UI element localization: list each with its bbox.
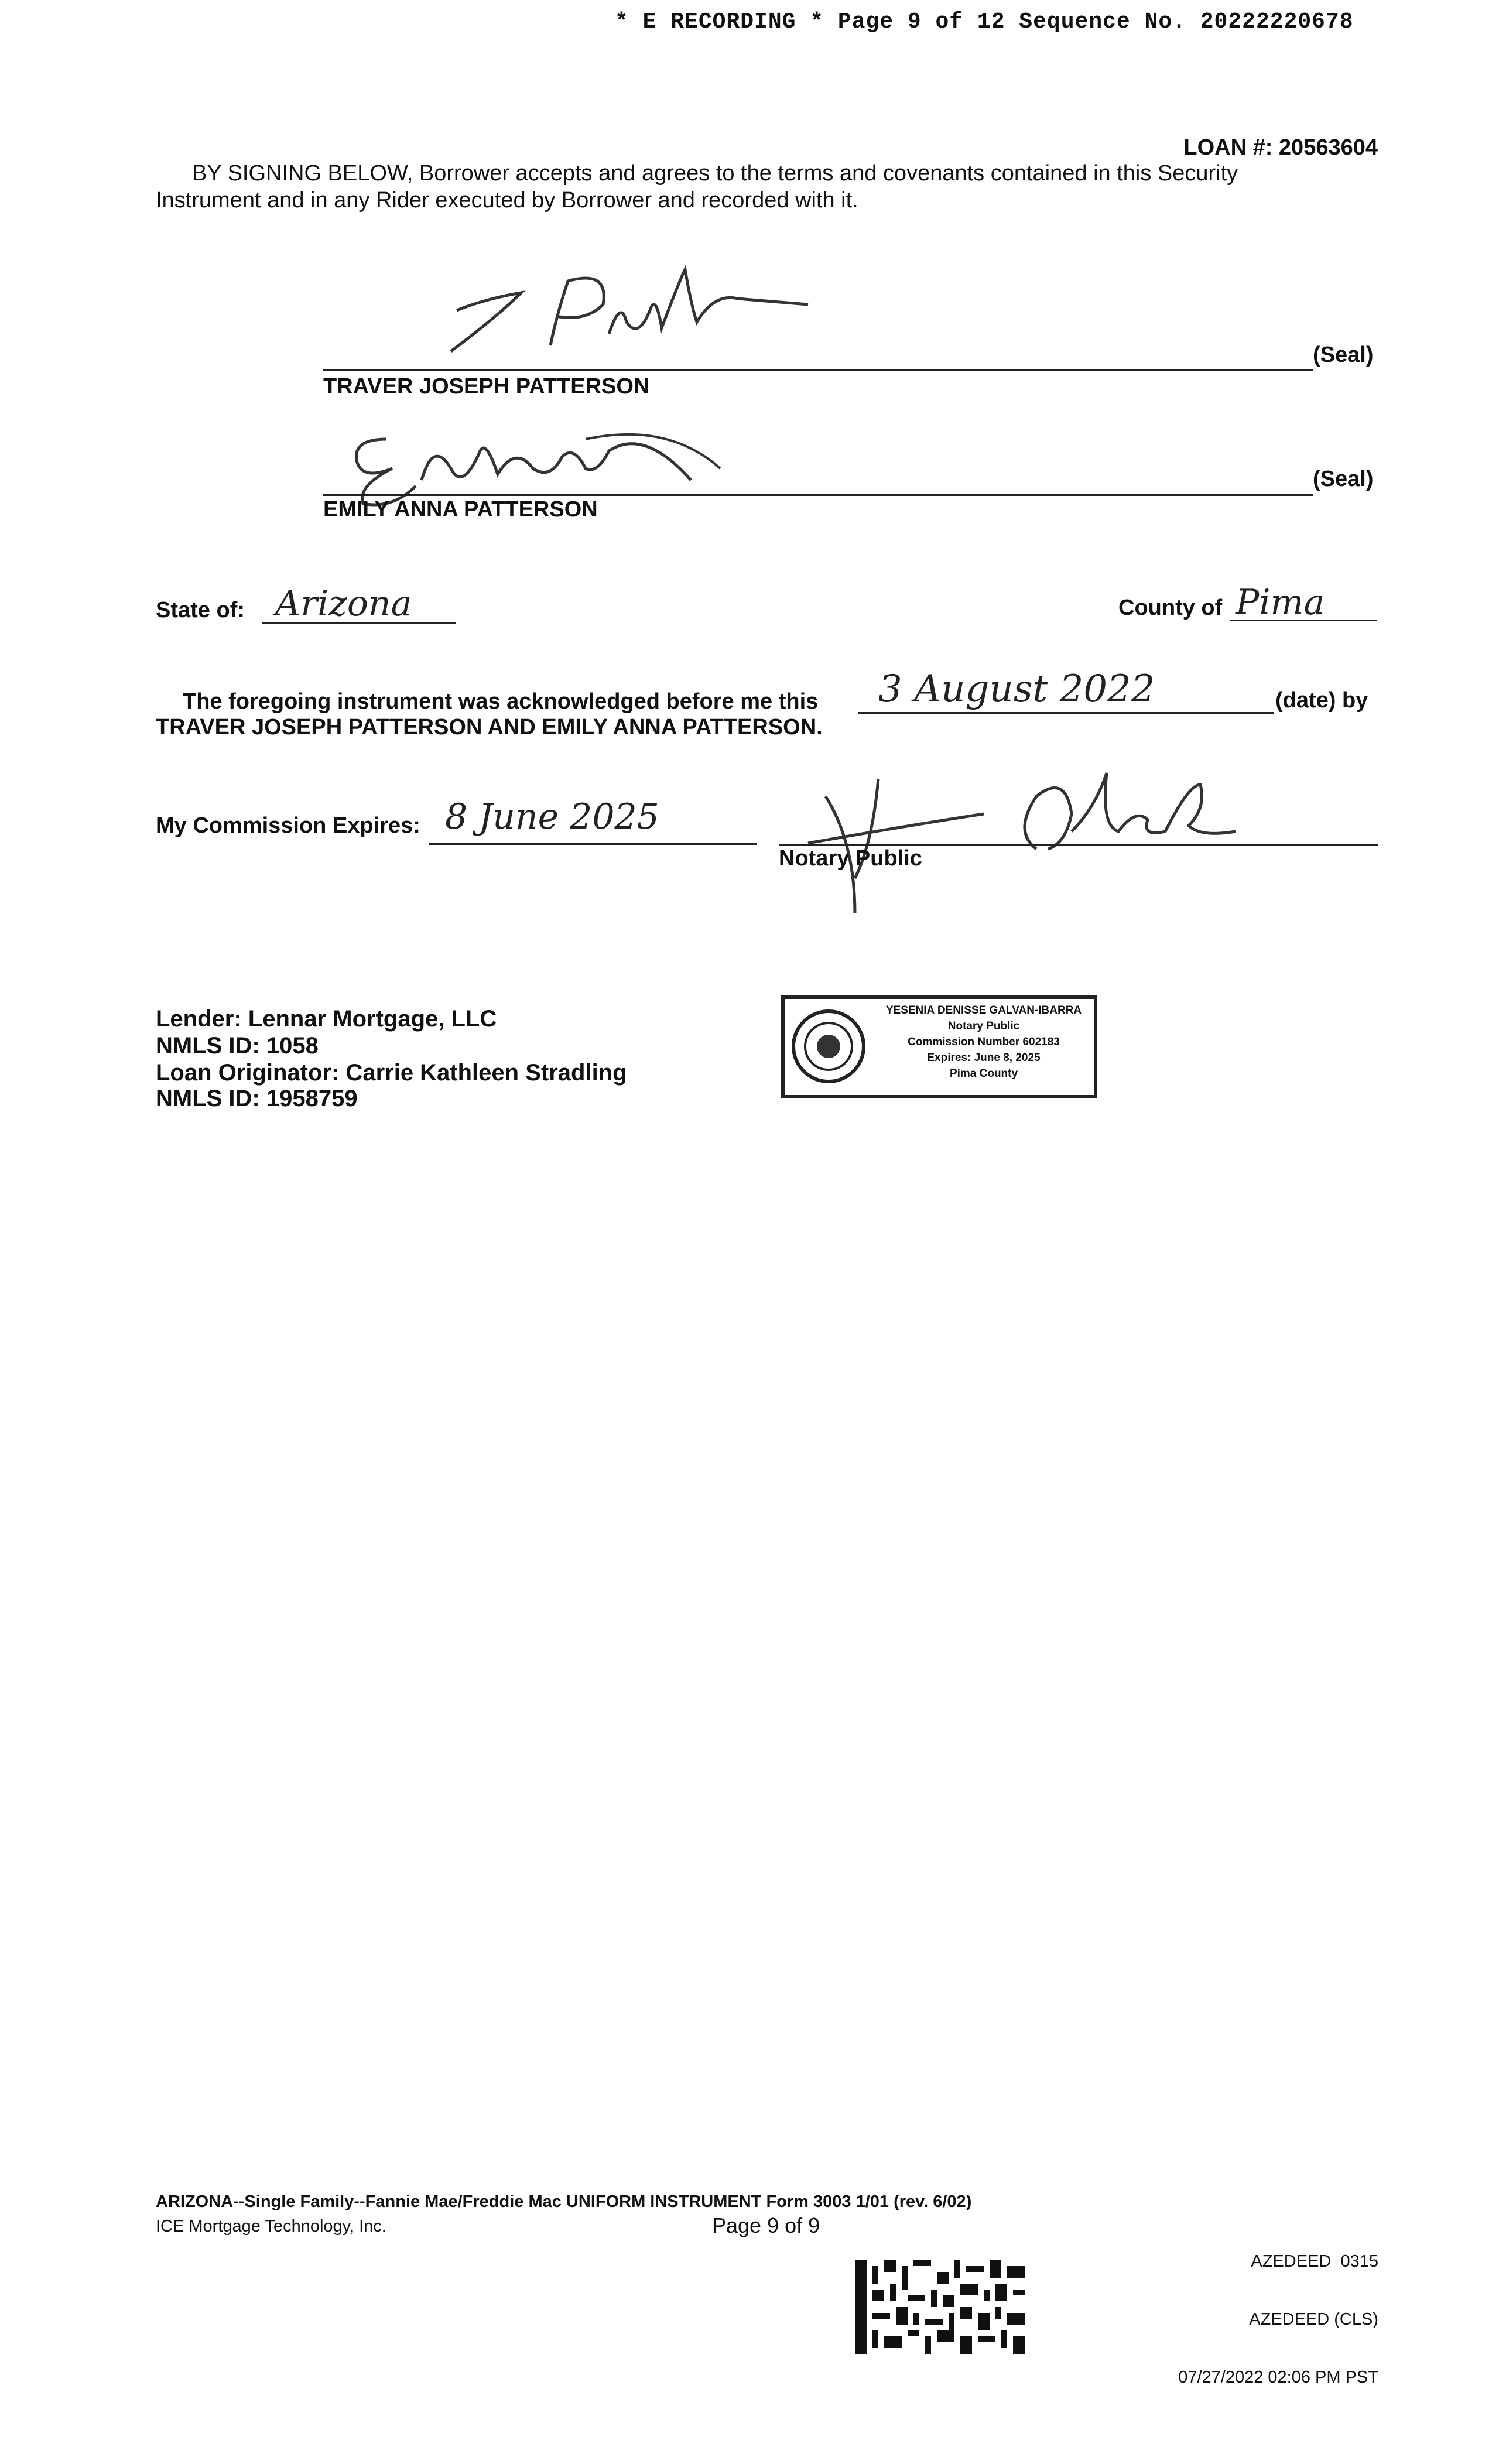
arizona-seal-icon (790, 1008, 867, 1084)
stamp-expires: Expires: June 8, 2025 (927, 1052, 1041, 1064)
footer-company: ICE Mortgage Technology, Inc. (156, 2217, 386, 2236)
notary-stamp (781, 995, 1097, 1098)
stamp-commission: Commission Number 602183 (908, 1036, 1060, 1048)
stamp-title: Notary Public (947, 1020, 1020, 1032)
borrower-1-name: TRAVER JOSEPH PATTERSON (323, 374, 650, 399)
footer-code-1: AZEDEED 0315 (1251, 2252, 1378, 2271)
signature-traver (433, 258, 843, 375)
lender-line-3: Loan Originator: Carrie Kathleen Stradling (156, 1060, 627, 1086)
county-line (1230, 620, 1377, 621)
notary-label: Notary Public (779, 846, 922, 871)
borrower-names-line: TRAVER JOSEPH PATTERSON AND EMILY ANNA PATTERSON. (156, 715, 823, 740)
footer-codes (1178, 2213, 1378, 2407)
stamp-county: Pima County (949, 1067, 1018, 1080)
lender-line-1: Lender: Lennar Mortgage, LLC (156, 1006, 497, 1032)
footer-form-line: ARIZONA--Single Family--Fannie Mae/Freddie Mac UNIFORM INSTRUMENT Form 3003 1/01 (rev. 6/02) (156, 2192, 972, 2211)
stamp-name: YESENIA DENISSE GALVAN-IBARRA (885, 1004, 1082, 1017)
foregoing-text: The foregoing instrument was acknowledged before me this (183, 689, 819, 714)
acknowledgment-date: 3 August 2022 (878, 668, 1155, 711)
borrower-2-name: EMILY ANNA PATTERSON (323, 497, 598, 522)
loan-label: LOAN #: (1183, 135, 1273, 160)
lender-line-2: NMLS ID: 1058 (156, 1033, 319, 1059)
date-suffix: (date) by (1275, 688, 1368, 713)
borrower-1-seal: (Seal) (1313, 343, 1374, 367)
signature-line-1 (323, 369, 1313, 371)
footer-code-2: AZEDEED (CLS) (1249, 2310, 1378, 2329)
commission-line (429, 843, 757, 845)
county-label: County of (1118, 596, 1223, 620)
loan-value: 20563604 (1278, 135, 1378, 160)
state-label: State of: (156, 598, 245, 622)
loan-number (1183, 134, 1378, 162)
barcode-icon (855, 2260, 1025, 2354)
notary-signature (790, 761, 1236, 913)
commission-value: 8 June 2025 (445, 796, 659, 837)
lender-line-4: NMLS ID: 1958759 (156, 1086, 358, 1111)
intro-line-1: BY SIGNING BELOW, Borrower accepts and agrees to the terms and covenants contained in this Security (192, 161, 1238, 186)
borrower-2-seal: (Seal) (1313, 467, 1374, 491)
state-value: Arizona (275, 583, 412, 624)
intro-line-2: Instrument and in any Rider executed by Borrower and recorded with it. (156, 188, 858, 213)
county-value: Pima (1236, 582, 1325, 623)
recording-header: * E RECORDING * Page 9 of 12 Sequence No. 20222220678 (615, 9, 1354, 35)
footer-timestamp: 07/27/2022 02:06 PM PST (1178, 2368, 1378, 2387)
state-line (262, 622, 456, 624)
commission-label: My Commission Expires: (156, 813, 420, 838)
footer-page: Page 9 of 9 (712, 2213, 820, 2237)
date-line (858, 712, 1274, 714)
